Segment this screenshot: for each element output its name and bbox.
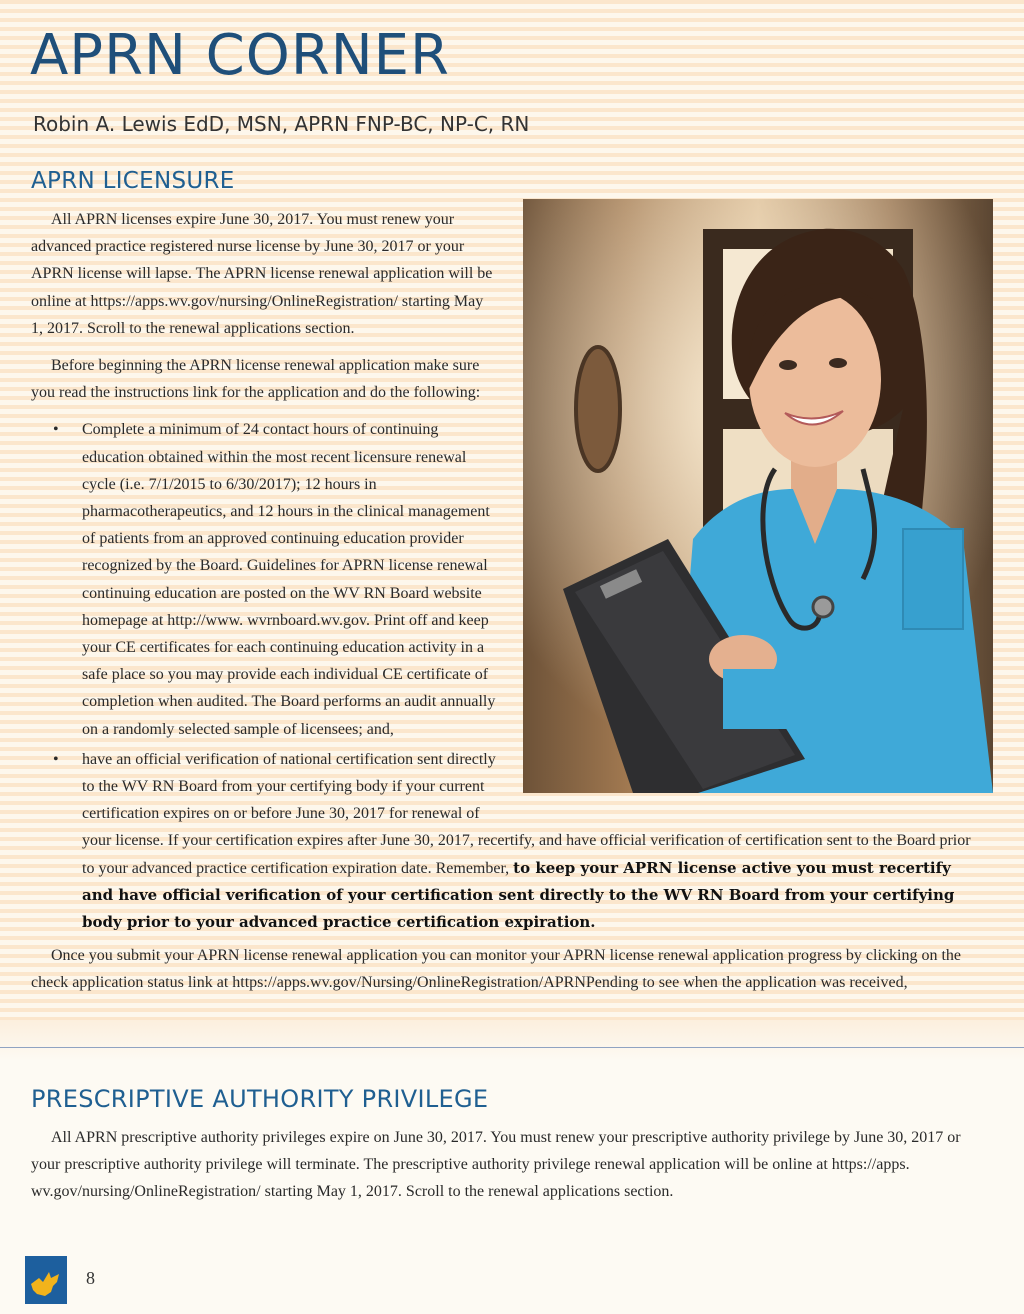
licensure-heading: APRN LICENSURE <box>31 168 235 194</box>
list-item <box>31 416 981 742</box>
wv-state-icon <box>25 1256 67 1304</box>
list-item <box>31 746 981 936</box>
author-byline: Robin A. Lewis EdD, MSN, APRN FNP-BC, NP-C, RN <box>33 112 530 136</box>
licensure-paragraph-3: Once you submit your APRN license renewal application you can monitor your APRN license renewal application progress by clicking on the check application status link at https://apps.wv.gov/Nursing/OnlineRegistration/APRNPending to see when the application was received, <box>31 947 962 992</box>
bullet-icon: • <box>53 421 59 439</box>
bullet-text-certification: have an official verification of national certification sent directly to the WV RN Board from your certifying body if your current certification expires on or before June 30, 2017 for renewal of your license. If your certification expires after June 30, 2017, recertify, and have official verification of certification sent to the Board prior to your advanced practice certification expiration date. Remember, <box>82 750 971 877</box>
prescriptive-body <box>31 1124 981 1216</box>
bullet-emphasis: to keep your APRN license active you must recertify and have official verification of your certification sent directly to the WV RN Board from your certifying body prior to your advanced practice certification expiration. <box>82 858 955 932</box>
licensure-paragraph-2: Before beginning the APRN license renewal application make sure you read the instructions link for the application and do the following: <box>31 357 481 402</box>
bullet-icon: • <box>53 750 59 768</box>
requirements-list <box>31 416 981 936</box>
wv-state-logo <box>25 1256 67 1309</box>
licensure-body <box>31 206 981 1007</box>
bullet-text-ce: Complete a minimum of 24 contact hours of continuing education obtained within the most recent licensure renewal cycle (i.e. 7/1/2015 to 6/30/2017); 12 hours in pharmacotherapeutics, and 12 hours in the clinical management of patients from an approved continuing education provider recognized by the Board. Guidelines for APRN license renewal continuing education are posted on the WV RN Board website homepage at http://www. wvrnboard.wv.gov. Print off and keep your CE certificates for each continuing education activity in a safe place so you may provide each individual CE certificate of completion when audited. The Board performs an audit annually on a randomly selected sample of licensees; and, <box>82 421 496 738</box>
page-number: 8 <box>86 1268 95 1288</box>
prescriptive-heading: PRESCRIPTIVE AUTHORITY PRIVILEGE <box>31 1085 489 1113</box>
licensure-paragraph-1: All APRN licenses expire June 30, 2017. You must renew your advanced practice registered nurse license by June 30, 2017 or your APRN license will lapse. The APRN license renewal application will be online at https://apps.wv.gov/nursing/OnlineRegistration/ starting May 1, 2017. Scroll to the renewal applications section. <box>31 211 493 337</box>
section-divider <box>0 1047 1024 1048</box>
prescriptive-paragraph-1: All APRN prescriptive authority privileges expire on June 30, 2017. You must renew your prescriptive authority privilege by June 30, 2017 or your prescriptive authority privilege will terminate. The prescriptive authority privilege renewal application will be online at https://apps. wv.gov/nursing/OnlineRegistration/ starting May 1, 2017. Scroll to the renewal applications section. <box>31 1129 961 1201</box>
page-title: APRN CORNER <box>30 23 450 88</box>
